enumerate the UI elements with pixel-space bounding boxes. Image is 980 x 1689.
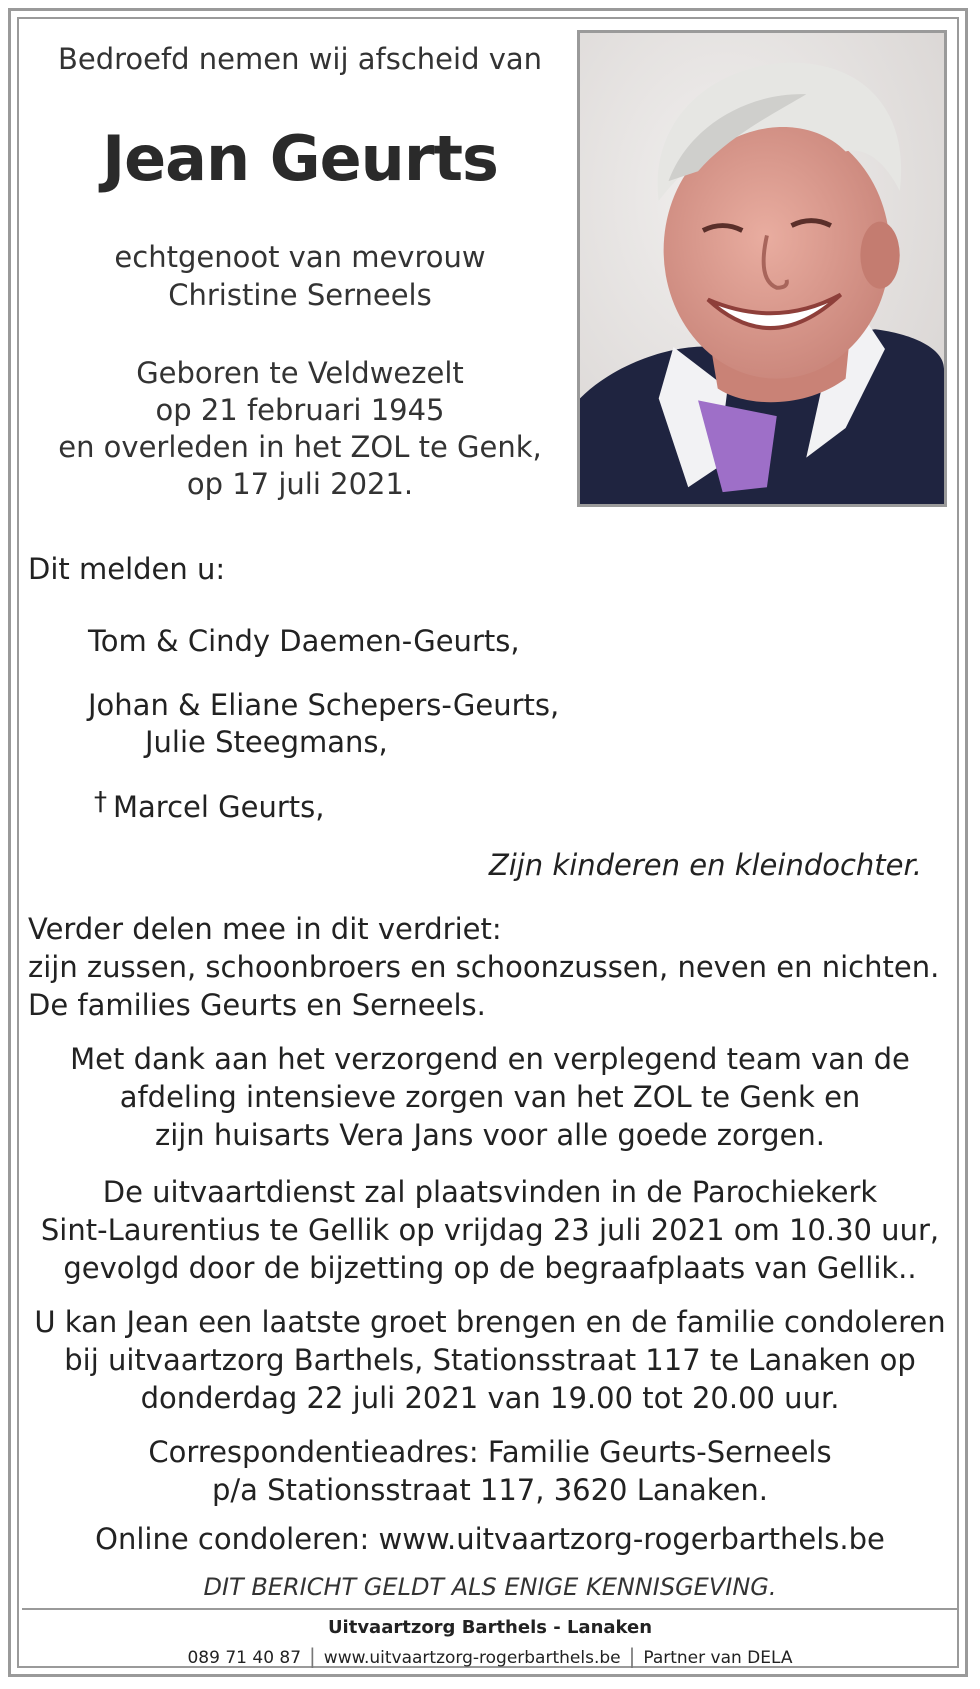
thanks-line: zijn huisarts Vera Jans voor alle goede zorgen.: [154, 1118, 826, 1152]
death-place: en overleden in het ZOL te Genk,: [58, 430, 542, 464]
service-block: [30, 1173, 950, 1287]
service-line: gevolgd door de bijzetting op de begraafplaats van Gellik..: [63, 1251, 917, 1285]
share-line: zijn zussen, schoonbroers en schoonzussen, neven en nichten.: [28, 950, 940, 984]
death-date: op 17 juli 2021.: [186, 467, 414, 501]
footer-website[interactable]: www.uitvaartzorg-rogerbarthels.be: [323, 1648, 621, 1668]
service-line: De uitvaartdienst zal plaatsvinden in de Parochiekerk: [102, 1175, 878, 1209]
family-member-name: Marcel Geurts,: [113, 790, 325, 824]
thanks-block: [30, 1040, 950, 1154]
visit-line: donderdag 22 juli 2021 van 19.00 tot 20.00 uur.: [140, 1381, 840, 1415]
spouse-block: [30, 238, 570, 314]
announce-label: Dit melden u:: [28, 552, 226, 586]
footer-separator: |: [309, 1644, 316, 1668]
thanks-line: afdeling intensieve zorgen van het ZOL te Genk en: [119, 1080, 861, 1114]
visit-line: bij uitvaartzorg Barthels, Stationsstraat 117 te Lanaken op: [64, 1343, 916, 1377]
cross-icon: †: [94, 787, 107, 817]
share-line: De families Geurts en Serneels.: [28, 988, 486, 1022]
deceased-name: Jean Geurts: [102, 122, 498, 195]
address-line: p/a Stationsstraat 117, 3620 Lanaken.: [212, 1473, 768, 1507]
notice-text: DIT BERICHT GELDT ALS ENIGE KENNISGEVING.: [203, 1573, 777, 1601]
address-block: [30, 1433, 950, 1509]
share-block: [28, 910, 958, 1024]
visit-line: U kan Jean een laatste groet brengen en de familie condoleren: [34, 1305, 946, 1339]
birth-death-block: [30, 355, 570, 503]
footer-company: Uitvaartzorg Barthels - Lanaken: [327, 1617, 653, 1638]
birth-place: Geboren te Veldwezelt: [136, 356, 464, 390]
signature: Zijn kinderen en kleindochter.: [488, 848, 922, 882]
portrait-illustration: [580, 33, 944, 504]
family-member: Tom & Cindy Daemen-Geurts,: [88, 624, 520, 658]
family-member-deceased: [94, 787, 325, 824]
intro-text: Bedroefd nemen wij afscheid van: [57, 42, 543, 76]
spouse-line: echtgenoot van mevrouw: [114, 240, 486, 274]
thanks-line: Met dank aan het verzorgend en verplegend team van de: [70, 1042, 910, 1076]
footer-phone: 089 71 40 87: [187, 1648, 302, 1668]
share-line: Verder delen mee in dit verdriet:: [28, 912, 502, 946]
family-member: Julie Steegmans,: [145, 725, 388, 759]
family-member: Johan & Eliane Schepers-Geurts,: [88, 688, 560, 722]
footer-partner: Partner van DELA: [643, 1648, 793, 1668]
spouse-name: Christine Serneels: [168, 278, 432, 312]
visit-block: [30, 1303, 950, 1417]
birth-date: op 21 februari 1945: [155, 393, 445, 427]
online-condolence: Online condoleren: www.uitvaartzorg-rogerbarthels.be: [95, 1522, 885, 1556]
footer-contact: [30, 1644, 950, 1668]
portrait-photo: [577, 30, 947, 507]
footer-separator: |: [628, 1644, 636, 1668]
service-line: Sint-Laurentius te Gellik op vrijdag 23 juli 2021 om 10.30 uur,: [40, 1213, 940, 1247]
address-line: Correspondentieadres: Familie Geurts-Serneels: [148, 1435, 832, 1469]
footer-divider: [22, 1608, 958, 1610]
